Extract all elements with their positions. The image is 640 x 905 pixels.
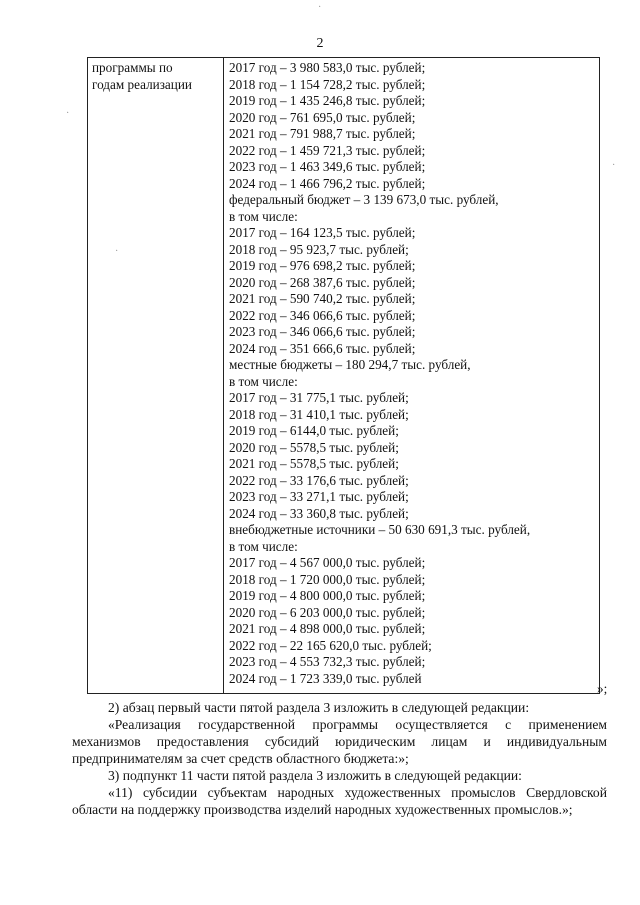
value-line: 2018 год – 1 720 000,0 тыс. рублей; — [229, 571, 426, 587]
value-line: 2020 год – 268 387,6 тыс. рублей; — [229, 274, 416, 290]
value-line: 2019 год – 6144,0 тыс. рублей; — [229, 423, 399, 438]
value-line: 2018 год – 31 410,1 тыс. рублей; — [229, 406, 409, 422]
value-line: 2017 год – 31 775,1 тыс. рублей; — [229, 390, 409, 405]
paragraph-amendment-3: 3) подпункт 11 части пятой раздела 3 изложить в следующей редакции: — [108, 768, 522, 783]
value-line: 2023 год – 1 463 349,6 тыс. рублей; — [229, 159, 426, 174]
value-line: 2024 год – 351 666,6 тыс. рублей; — [229, 340, 416, 356]
scan-speck: · — [318, 2, 322, 13]
value-line: 2018 год – 1 154 728,2 тыс. рублей; — [229, 76, 426, 92]
value-line: 2018 год – 95 923,7 тыс. рублей; — [229, 241, 409, 257]
column-divider — [223, 58, 224, 693]
value-line: 2020 год – 6 203 000,0 тыс. рублей; — [229, 604, 426, 620]
scan-speck: · — [612, 160, 616, 171]
value-line: 2019 год – 976 698,2 тыс. рублей; — [229, 258, 416, 273]
value-line: 2021 год – 4 898 000,0 тыс. рублей; — [229, 621, 426, 636]
closing-quote: »; — [597, 681, 608, 696]
value-line: 2019 год – 4 800 000,0 тыс. рублей; — [229, 588, 426, 603]
paragraph-quoted-subsidies: «11) субсидии субъектам народных художественных промыслов Свердловской области на поддержку производства изделий народных художественных промыслов.»; — [72, 785, 607, 817]
label-line: программы по — [92, 60, 173, 75]
label-line: годам реализации — [92, 76, 192, 92]
value-line: 2019 год – 1 435 246,8 тыс. рублей; — [229, 93, 426, 108]
value-line: 2017 год – 4 567 000,0 тыс. рублей; — [229, 555, 426, 570]
value-line: 2017 год – 164 123,5 тыс. рублей; — [229, 225, 416, 240]
value-line: местные бюджеты – 180 294,7 тыс. рублей, — [229, 357, 471, 372]
value-line: в том числе: — [229, 373, 298, 389]
value-line: внебюджетные источники – 50 630 691,3 тыс. рублей, — [229, 522, 531, 537]
paragraph-quoted-implementation: «Реализация государственной программы осуществляется с применением механизмов предоставления субсидий юридическим лицам и индивидуальным предпринимателям за счет средств областного бюджета:»; — [72, 717, 607, 766]
value-line: 2021 год – 5578,5 тыс. рублей; — [229, 456, 399, 471]
scan-speck: · — [66, 108, 70, 119]
value-line: в том числе: — [229, 208, 298, 224]
value-line: 2022 год – 22 165 620,0 тыс. рублей; — [229, 637, 432, 653]
body-text — [72, 699, 607, 818]
value-line: 2022 год – 346 066,6 тыс. рублей; — [229, 307, 416, 323]
page-number: 2 — [316, 36, 324, 51]
value-line: федеральный бюджет – 3 139 673,0 тыс. рублей, — [229, 192, 499, 207]
value-line: 2017 год – 3 980 583,0 тыс. рублей; — [229, 60, 426, 75]
value-line: 2022 год – 33 176,6 тыс. рублей; — [229, 472, 409, 488]
value-line: 2024 год – 1 466 796,2 тыс. рублей; — [229, 175, 426, 191]
value-line: в том числе: — [229, 538, 298, 554]
value-line: 2023 год – 4 553 732,3 тыс. рублей; — [229, 654, 426, 669]
value-line: 2023 год – 346 066,6 тыс. рублей; — [229, 324, 416, 339]
value-line: 2024 год – 33 360,8 тыс. рублей; — [229, 505, 409, 521]
value-line: 2020 год – 761 695,0 тыс. рублей; — [229, 109, 416, 125]
table-label-cell — [92, 60, 220, 93]
table-values-cell — [229, 60, 597, 687]
value-line: 2020 год – 5578,5 тыс. рублей; — [229, 439, 399, 455]
value-line: 2021 год – 590 740,2 тыс. рублей; — [229, 291, 416, 306]
value-line: 2021 год – 791 988,7 тыс. рублей; — [229, 126, 416, 141]
value-line: 2023 год – 33 271,1 тыс. рублей; — [229, 489, 409, 504]
value-line: 2024 год – 1 723 339,0 тыс. рублей — [229, 670, 422, 686]
funding-table — [87, 57, 600, 694]
paragraph-amendment-2: 2) абзац первый части пятой раздела 3 изложить в следующей редакции: — [108, 700, 530, 715]
value-line: 2022 год – 1 459 721,3 тыс. рублей; — [229, 142, 426, 158]
scan-speck: · — [115, 246, 119, 257]
